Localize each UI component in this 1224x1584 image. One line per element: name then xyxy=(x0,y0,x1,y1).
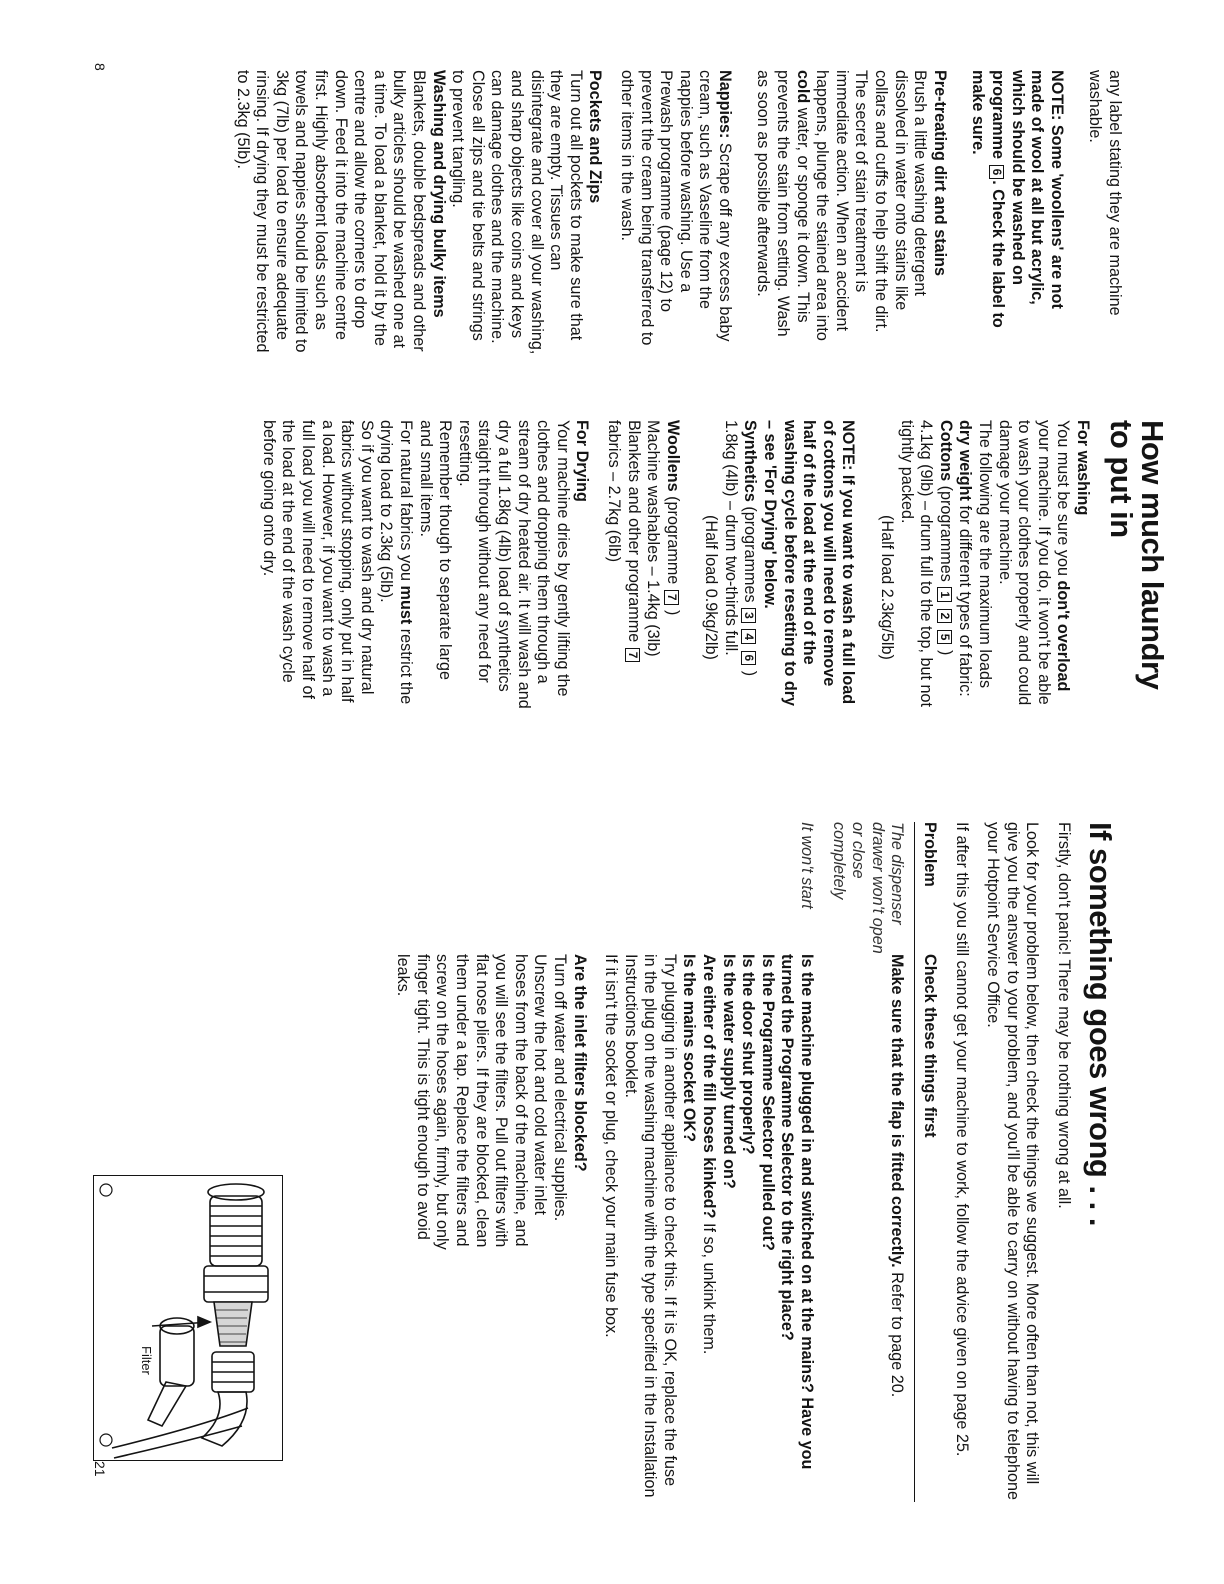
drying-must: must xyxy=(397,585,415,625)
drying-text-3b: restrict the drying load to 2.3kg (5lb). xyxy=(377,420,415,705)
programme-box-7: 7 xyxy=(664,590,679,605)
drying-paragraph-3 xyxy=(376,420,415,710)
synthetics-prog-text: (programmes xyxy=(741,506,760,603)
drying-text-4: So if you want to wash and dry natural fabrics without stopping, only put in half a load. However, if you want to wash a full load you will need to remove half of the load at the end of the wash cycle before going onto dry. xyxy=(259,420,376,703)
left-page-column xyxy=(232,70,1124,355)
max-text-2: for different types of fabric: xyxy=(956,505,975,697)
synthetics-close: ) xyxy=(741,670,760,677)
filter-diagram-svg xyxy=(94,1176,282,1460)
drying-heading: For Drying xyxy=(573,420,592,502)
secret-paragraph xyxy=(753,70,871,355)
cottons-label: Cottons xyxy=(936,420,955,482)
pockets-text-2: Close all zips and tie belts and strings to prevent tangling. xyxy=(449,70,487,341)
table-header xyxy=(914,822,939,1502)
note-cottons: NOTE: If you want to wash a full load of cottons you will need to remove half of the load at the end of the washing cycle before resetting to dry – see 'For Drying' below. xyxy=(761,420,858,707)
programme-box-2: 2 xyxy=(937,609,952,624)
intro-1: Firstly, don't panic! There may be nothing wrong at all. xyxy=(1055,822,1073,1209)
nappies-paragraph xyxy=(616,70,734,355)
inlet-filter-illustration xyxy=(93,1175,283,1461)
drying-text-2: Remember though to separate large and small items. xyxy=(416,420,455,681)
cottons-prog-text: (programmes xyxy=(936,485,955,582)
check-1-bold: Make sure that the flap is fitted correctly. xyxy=(888,954,907,1268)
table-header-problem: Problem xyxy=(921,822,940,887)
synthetics-load: 1.8kg (4lb) – drum two-thirds full. xyxy=(721,420,740,656)
laundry-heading: How much laundry to put in xyxy=(1104,420,1170,690)
table-header-check: Check these things first xyxy=(921,954,940,1138)
check-2-q4: Is the water supply turned on? xyxy=(719,954,738,1189)
washing-heading: For washing xyxy=(1074,420,1092,516)
cottons-close: ) xyxy=(936,649,955,656)
woollens-blankets: Blankets and other programme xyxy=(624,420,643,643)
check-2-q5-bold: Are either of the fill hoses kinked? xyxy=(700,954,719,1219)
pockets-text-1: Turn out all pockets to make sure that they are empty. Tissues can disintegrate and cover all your washing, and sharp objects like coins and keys can damage clothes and the machine. xyxy=(488,70,585,355)
washing-paragraph xyxy=(994,420,1072,710)
programme-box-5: 5 xyxy=(937,630,952,645)
drying-text-3a: For natural fabrics you xyxy=(397,420,415,582)
filter-mesh xyxy=(214,1302,252,1346)
filter-label: Filter xyxy=(139,1346,154,1375)
check-2-q5 xyxy=(699,954,719,1502)
check-1-rest: Refer to page 20. xyxy=(888,1272,907,1398)
laundry-column xyxy=(258,420,1168,710)
pockets-heading: Pockets and Zips xyxy=(586,70,605,204)
page-number-right: 21 xyxy=(92,1461,108,1477)
washing-dont-overload: don't overload xyxy=(1054,580,1073,692)
filters-heading: Are the inlet filters blocked? xyxy=(570,954,589,1172)
cottons-half: (Half load 2.3kg/5lb) xyxy=(878,515,897,660)
intro-3: If after this you still cannot get your machine to work, follow the advice given on page 25. xyxy=(952,822,971,1457)
check-2-socket: Try plugging in another appliance to check this. If it is OK, replace the fuse in the plug on the washing machine with the type specified in the Installation Instructions booklet. xyxy=(621,954,679,1498)
check-2-q5-rest: If so, unkink them. xyxy=(700,1222,719,1355)
woollens-label: Woollens xyxy=(663,420,682,492)
programme-box-1: 1 xyxy=(937,587,952,602)
drying-text-1: Your machine dries by gently lifting the clothes and dropping them through a stream of dry heated air. It will wash and dry a full 1.8kg (4lb) load of synthetics straight through without any need for resetting. xyxy=(455,420,572,709)
programme-box-7b: 7 xyxy=(625,648,640,663)
problem-cell: It won't start xyxy=(798,822,817,909)
note-woollens xyxy=(968,70,1066,355)
synthetics-half: (Half load 0.9kg/2lb) xyxy=(702,515,721,660)
programme-box: 6 xyxy=(989,165,1004,180)
woollens-blankets-line xyxy=(623,420,643,710)
page-number-left: 8 xyxy=(92,63,108,71)
programme-box-6: 6 xyxy=(742,651,757,666)
pretreat-heading: Pre-treating dirt and stains xyxy=(930,70,949,276)
max-dry-weight: dry weight xyxy=(956,420,975,501)
continuation-text: any label stating they are machine washable. xyxy=(1086,70,1124,316)
problems-heading: If something goes wrong . . . xyxy=(1083,822,1118,1227)
max-loads-paragraph xyxy=(955,420,994,710)
intro-2: Look for your problem below, then check the things we suggest. More often than not, this will give you the answer to your problem, and you'll be able to carry on without having to telephone your Hotpoint Service Office. xyxy=(984,822,1042,1500)
table-row xyxy=(828,822,906,1502)
check-2-fuse: If it isn't the socket or plug, check your main fuse box. xyxy=(602,954,621,1338)
note-woollens-text: NOTE: Some 'woollens' are not made of wool at all but acrylic, which should be washed on programme xyxy=(989,70,1066,309)
check-2-q3: Is the door shut properly? xyxy=(739,954,758,1155)
check-2-q2: Is the Programme Selector pulled out? xyxy=(758,954,777,1251)
bulky-text: Blankets, double bedspreads and other bulky articles should be washed one at a time. To load a blanket, hold it by the centre and allow the corners to drop down. Feed it into the machine centre first. Highly absorbent loads such as towels and nappies should be limited to 3kg (7lb) per load to ensure adequate rinsing. If drying they must be restricted to 2.3kg (5lb). xyxy=(233,70,428,353)
washing-text-2: your machine. If you do, it won't be able to wash your clothes properly and could damage your machine. xyxy=(995,420,1053,706)
programme-box-3: 3 xyxy=(742,608,757,623)
washing-text-1: You must be sure you xyxy=(1054,420,1073,576)
woollens-line xyxy=(662,420,682,710)
filters-text: Turn off water and electrical supplies. Unscrew the hot and cold water inlet hoses from the back of the machine, and you will see the filters. Pull out filters with flat nose pliers. If they are blocked, clean them under a tap. Replace the filters and screw on the hoses again, firmly, but only finger tight. This is tight enough to avoid leaks. xyxy=(394,954,569,1250)
check-2-q6: Is the mains socket OK? xyxy=(680,954,699,1143)
pretreat-text: Brush a little washing detergent dissolved in water onto stains like collars and cuffs to help shift the dirt. xyxy=(872,70,930,333)
secret-text-2: water, or sponge it down. This prevents the stain from setting. Wash as soon as possible afterwards. xyxy=(754,70,812,337)
cottons-load: 4.1kg (9lb) – drum full to the top, but not tightly packed. xyxy=(897,420,936,708)
secret-text-1: The secret of stain treatment is immediate action. When an accident happens, plunge the stained area into xyxy=(813,70,871,341)
nappies-text: Scrape off any excess baby cream, such as Vaseline from the nappies before washing. Use a Prewash programme (page 12) to prevent the cream being transferred to other items in the wash. xyxy=(617,70,734,346)
check-cell xyxy=(828,954,906,1502)
woollens-fabrics: fabrics – 2.7kg (6lb) xyxy=(604,420,623,563)
check-2-q1: Is the machine plugged in and switched on at the mains? Have you turned the Programme Selector to the right place? xyxy=(778,954,817,1470)
note-woollens-end: . Check the label to make sure. xyxy=(969,70,1008,328)
filters-block xyxy=(393,954,589,1254)
cottons-line xyxy=(935,420,955,710)
right-page-column xyxy=(393,822,1116,1502)
synthetics-line xyxy=(740,420,760,710)
bulky-heading: Washing and drying bulky items xyxy=(429,70,448,318)
programme-box-4: 4 xyxy=(742,629,757,644)
nappies-label: Nappies: xyxy=(715,70,734,139)
woollens-load: Machine washables – 1.4kg (3lb) xyxy=(644,420,663,657)
max-text-1: The following are the maximum loads xyxy=(976,420,995,689)
woollens-close: ) xyxy=(663,610,682,616)
secret-cold: cold xyxy=(793,70,812,104)
problem-cell: The dispenser drawer won't open or close completely xyxy=(829,822,907,954)
check-cell xyxy=(393,954,816,1502)
table-row xyxy=(393,822,816,1502)
synthetics-label: Synthetics xyxy=(741,420,760,502)
woollens-prog-text: (programme xyxy=(663,496,682,585)
